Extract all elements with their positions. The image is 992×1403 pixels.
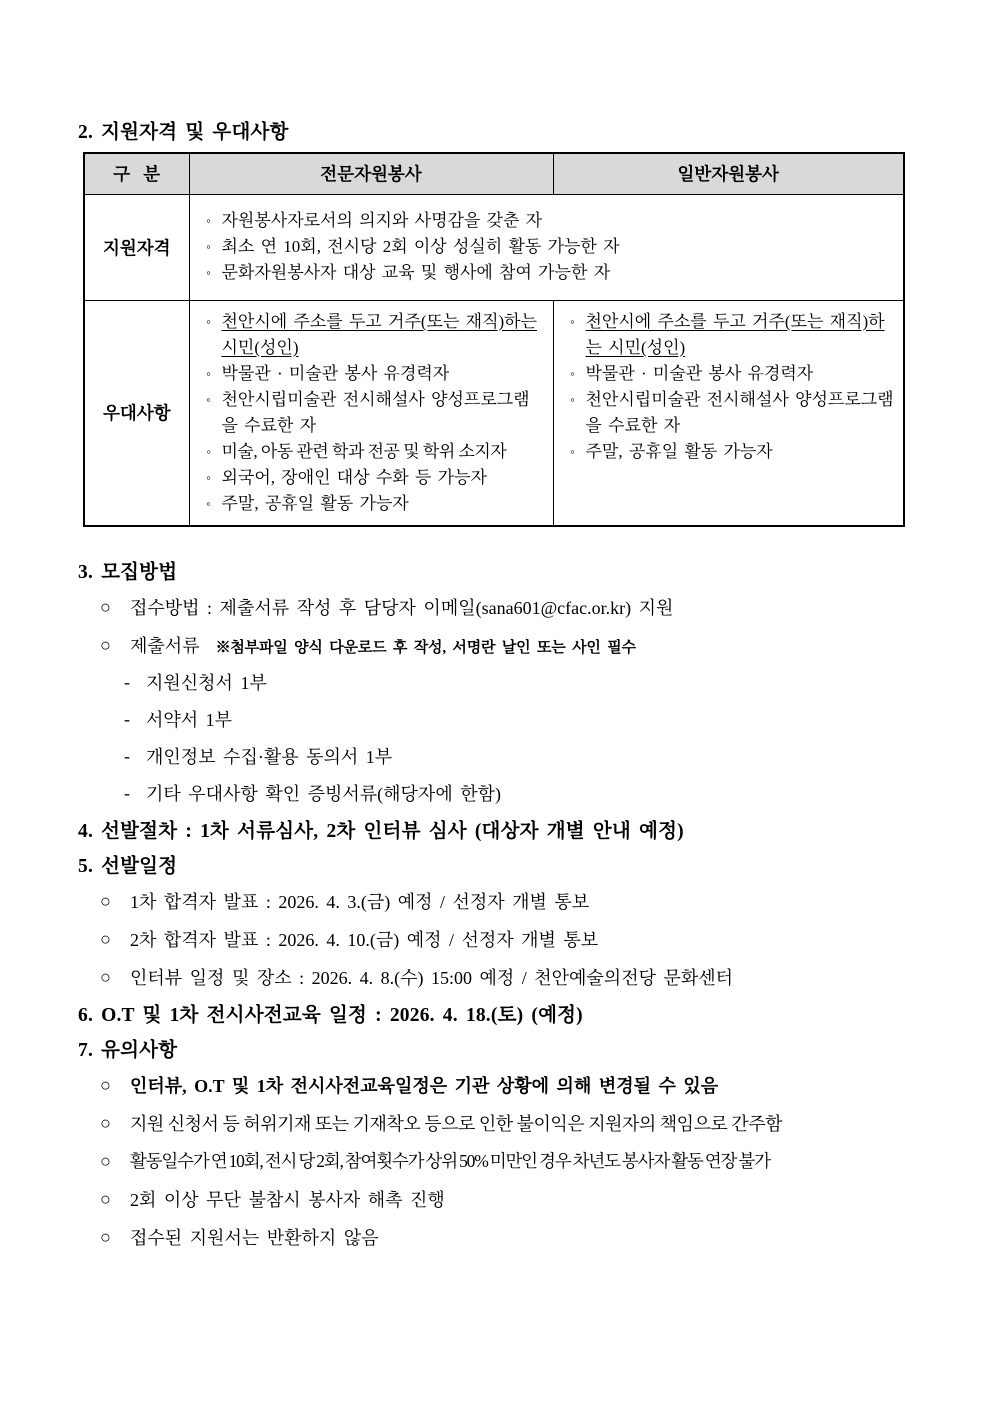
ring-bullet-icon: ○ xyxy=(100,890,111,911)
notice-dismissal: ○ 2회 이상 무단 불참시 봉사자 해촉 진행 xyxy=(100,1188,445,1210)
circle-bullet-icon: ◦ xyxy=(570,313,575,329)
doc-item-pledge: - 서약서 1부 xyxy=(124,708,233,730)
doc-item-application: - 지원신청서 1부 xyxy=(124,671,267,693)
receipt-method-text: 접수방법 : 제출서류 작성 후 담당자 이메일(sana601@cfac.or.kr) 지원 xyxy=(130,597,674,618)
circle-bullet-icon: ◦ xyxy=(206,365,211,381)
preference-professional-cell xyxy=(189,300,553,526)
circle-bullet-icon: ◦ xyxy=(206,391,211,407)
list-item: ◦ 외국어, 장애인 대상 수화 등 가능자 xyxy=(196,465,545,491)
section-5-title: 5. 선발일정 xyxy=(78,856,178,877)
attachment-note: ※첨부파일 양식 다운로드 후 작성, 서명란 날인 또는 사인 필수 xyxy=(215,639,636,656)
section-7-title: 7. 유의사항 xyxy=(78,1040,178,1061)
header-cell-general: 일반자원봉사 xyxy=(553,153,904,194)
notice-activity-minimum: ○ 활동일수가 연 10회, 전시 당 2회, 참여횟수가 상위 50% 미만인 경우 차년도 봉사자 활동 연장 불가 xyxy=(100,1150,770,1171)
list-item: ◦ 자원봉사자로서의 의지와 사명감을 갖춘 자 xyxy=(196,208,896,234)
receipt-method-line xyxy=(78,588,934,626)
table-row-qualification xyxy=(84,194,904,300)
submission-docs-label: 제출서류 xyxy=(130,635,200,656)
list-item: ◦ 천안시립미술관 전시해설사 양성프로그램을 수료한 자 xyxy=(196,387,545,439)
row-label-qualification: 지원자격 xyxy=(84,194,189,300)
section-3-title: 3. 모집방법 xyxy=(78,562,178,583)
dash-bullet-icon: - xyxy=(124,782,130,803)
list-item: ◦ 천안시립미술관 전시해설사 양성프로그램을 수료한 자 xyxy=(560,387,896,439)
ring-bullet-icon: ○ xyxy=(100,596,111,617)
header-cell-professional: 전문자원봉사 xyxy=(189,153,553,194)
list-item: ◦ 천안시에 주소를 두고 거주(또는 재직)하는 시민(성인) xyxy=(196,309,545,361)
list-item: ◦ 주말, 공휴일 활동 가능자 xyxy=(560,439,896,465)
notice-no-return: ○ 접수된 지원서는 반환하지 않음 xyxy=(100,1226,379,1248)
ring-bullet-icon: ○ xyxy=(100,1150,110,1171)
notice-schedule-change: ○ 인터뷰, O.T 및 1차 전시사전교육일정은 기관 상황에 의해 변경될 수 있음 xyxy=(100,1074,719,1096)
row-label-preference: 우대사항 xyxy=(84,300,189,526)
ring-bullet-icon: ○ xyxy=(100,1112,111,1133)
ring-bullet-icon: ○ xyxy=(100,634,111,655)
dash-bullet-icon: - xyxy=(124,745,130,766)
circle-bullet-icon: ◦ xyxy=(570,365,575,381)
doc-item-evidence: - 기타 우대사항 확인 증빙서류(해당자에 한함) xyxy=(124,782,501,804)
schedule-first-pass: ○ 1차 합격자 발표 : 2026. 4. 3.(금) 예정 / 선정자 개별 통보 xyxy=(100,890,590,912)
dash-bullet-icon: - xyxy=(124,708,130,729)
schedule-interview: ○ 인터뷰 일정 및 장소 : 2026. 4. 8.(수) 15:00 예정 / 천안예술의전당 문화센터 xyxy=(100,966,734,988)
circle-bullet-icon: ◦ xyxy=(206,469,211,485)
circle-bullet-icon: ◦ xyxy=(206,313,211,329)
list-item: ◦ 주말, 공휴일 활동 가능자 xyxy=(196,491,545,517)
list-item: ◦ 미술, 아동 관련 학과 전공 및 학위 소지자 xyxy=(196,439,545,465)
ring-bullet-icon: ○ xyxy=(100,1074,111,1095)
qualification-table xyxy=(83,152,905,527)
notice-false-statement: ○ 지원 신청서 등 허위기재 또는 기재착오 등으로 인한 불이익은 지원자의 책임으로 간주함 xyxy=(100,1112,782,1134)
circle-bullet-icon: ◦ xyxy=(206,213,211,228)
section-2-title: 2. 지원자격 및 우대사항 xyxy=(78,121,289,143)
header-cell-category: 구 분 xyxy=(84,153,189,194)
preference-general-cell xyxy=(553,300,904,526)
table-row-preference xyxy=(84,300,904,526)
circle-bullet-icon: ◦ xyxy=(206,443,211,459)
ring-bullet-icon: ○ xyxy=(100,928,111,949)
table-header-row xyxy=(84,153,904,194)
circle-bullet-icon: ◦ xyxy=(570,391,575,407)
qualification-items-cell xyxy=(189,194,904,300)
circle-bullet-icon: ◦ xyxy=(206,239,211,254)
ring-bullet-icon: ○ xyxy=(100,966,111,987)
submission-docs-line xyxy=(78,626,934,664)
list-item: ◦ 박물관 · 미술관 봉사 유경력자 xyxy=(560,361,896,387)
list-item: ◦ 박물관 · 미술관 봉사 유경력자 xyxy=(196,361,545,387)
doc-item-privacy-consent: - 개인정보 수집·활용 동의서 1부 xyxy=(124,745,393,767)
list-item: ◦ 문화자원봉사자 대상 교육 및 행사에 참여 가능한 자 xyxy=(196,260,896,286)
ring-bullet-icon: ○ xyxy=(100,1188,111,1209)
ring-bullet-icon: ○ xyxy=(100,1226,111,1247)
dash-bullet-icon: - xyxy=(124,671,130,692)
circle-bullet-icon: ◦ xyxy=(206,265,211,280)
circle-bullet-icon: ◦ xyxy=(206,495,211,511)
section-4-title: 4. 선발절차 : 1차 서류심사, 2차 인터뷰 심사 (대상자 개별 안내 예정) xyxy=(78,821,684,842)
section-6-title: 6. O.T 및 1차 전시사전교육 일정 : 2026. 4. 18.(토) (예정) xyxy=(78,1005,583,1026)
circle-bullet-icon: ◦ xyxy=(570,443,575,459)
schedule-second-pass: ○ 2차 합격자 발표 : 2026. 4. 10.(금) 예정 / 선정자 개별 통보 xyxy=(100,928,599,950)
list-item: ◦ 천안시에 주소를 두고 거주(또는 재직)하는 시민(성인) xyxy=(560,309,896,361)
list-item: ◦ 최소 연 10회, 전시당 2회 이상 성실히 활동 가능한 자 xyxy=(196,234,896,260)
